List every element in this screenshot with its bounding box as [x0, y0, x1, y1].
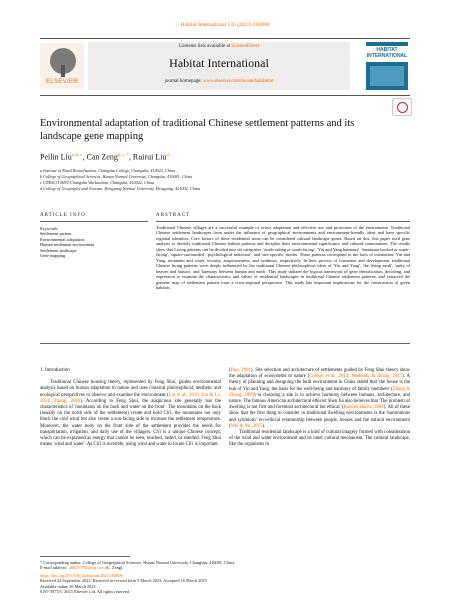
homepage-link[interactable]: www.elsevier.com/locate/habitatint: [203, 79, 274, 84]
copyright: 0197-3975/© 2023 Elsevier Ltd. All rights reserved.: [40, 589, 130, 595]
journal-cover[interactable]: [366, 42, 408, 90]
footnotes: [40, 560, 410, 594]
paragraph: (Han, 2001). Site selection and architecture of settlements guided by Feng Shui theory show the adaptation of ecosystems to nature (Cellker et al., 2014; Madeddu & Zhang, 2017). A theory of planning and designing the built environment in China stated that 'the house is the hub of Yin and Yang, the basis for the well-being and harmony of family members' (Zhang & Zhang, 2009) to choosing a site is to achieve harmony between humans, architecture, and nature. The famous American architectural ethicist Shen Jia also believes that 'The problem of dwelling is not first and foremost architectural but ethical' (Karsten Harris, 2001). All of these show that the first thing to consider in traditional dwelling environments is the 'harmonious and symbiotic' eco-ethical relationship between people, houses and the natural environment (Wei & Xu, 2015).: [229, 368, 411, 429]
sciencedirect-link[interactable]: ScienceDirect: [231, 44, 260, 49]
email-link[interactable]: 286197762@qq.com: [68, 565, 105, 571]
author-name[interactable]: Ruirui Liu: [132, 152, 167, 162]
doi-link[interactable]: https://doi.org/10.1016/j.habitatint.2023.102806: [40, 572, 123, 578]
author-name[interactable]: Peilin Liu: [40, 152, 72, 162]
abstract-bottom-rule: [40, 343, 410, 344]
citation-link[interactable]: Cellker et al., 2014; Madeddu & Zhang, 2017: [309, 374, 403, 380]
author-affiliation-marks[interactable]: d: [166, 152, 169, 157]
affiliation: b College of Geographical Sciences, Hunan Normal University, Changsha, 410081, China: [40, 174, 192, 179]
corresponding-author-note: * Corresponding author. College of Geographical Sciences, Hunan Normal University, Changsha, 410081, China.: [40, 560, 236, 565]
received-dates: Received 22 September 2022; Received in revised form 9 March 2023; Accepted 16 March 2023: [40, 578, 207, 584]
cover-image: [370, 66, 404, 86]
author-affiliation-marks[interactable]: b, c, *: [117, 152, 129, 157]
footnote-rule: [40, 556, 130, 557]
citation-link[interactable]: Liu et al., 2019; Liu & Lv, 2011; Zhang, 2016: [40, 392, 221, 404]
check-updates-icon: [397, 102, 408, 113]
citation-link[interactable]: Han, 2001: [230, 368, 251, 373]
author-affiliation-marks[interactable]: a, b, c: [71, 152, 83, 157]
journal-reference[interactable]: Habitat International 135 (2023) 102806: [180, 22, 270, 28]
abstract-text: Traditional Chinese villages are a successful example of active adaptation and effective use and protection of the environment. Traditional Chinese settlement landscapes form under the influence of geographical environments and environment-friendly ideas and have specific regional identities. Core factors of these residential areas can be considered cultural landscape genes. Based on this, this paper used gene analysis to identify traditional Chinese habitat patterns and decipher their environmental significance and cultural connotations. The results show that Living patterns can be divided into six categories: 'north-sitting or south-facing', 'Yin and Yang harmony', 'mountain-backed or water-facing', 'square-surrounded', 'psychological induction', and 'site-specific' modes. These patterns correspond to the laws of orientation: Yin and Yang, mountain and water, security, auspiciousness, and synthesis, respectively. In their process of formation and development, traditional Chinese living patterns were deeply influenced by the traditional Chinese philosophical ideas of 'Yin and Yang', 'the living earth', 'unity of heaven and human', and 'harmony between human and earth'. This study utilized the logical framework of gene identification, decoding, and expression to examine the characteristics and values of residential landscapes in traditional Chinese settlement patterns, and extracted the genome map of settlement pattern from a cross-regional perspective. This study has important implications for the construction of green habitats.: [156, 225, 410, 290]
abstract-rule: [156, 221, 410, 222]
tree-trunk-icon: [61, 65, 65, 77]
keyword: Environmental adaptation: [40, 236, 85, 242]
author-name[interactable]: Can Zeng: [86, 152, 118, 162]
section-heading: 1. Introduction: [40, 368, 70, 373]
article-info-heading: ARTICLE INFO: [40, 213, 86, 218]
article-info-rule: [40, 221, 148, 222]
paragraph: Traditional residential landscape is a kind of cultural imagery formed with consideration of the wind and water environment and its inner cultural mechanism. The cultural landscape, like the organisms in: [229, 430, 410, 448]
keyword: Settlement pattern: [40, 231, 72, 237]
citation-link[interactable]: Zhang & Zhang, 2009: [229, 386, 411, 398]
available-online: Available online 26 March 2023: [40, 583, 96, 589]
article-title: Environmental adaptation of traditional Chinese settlement patterns and its landscape gene mapping: [40, 118, 355, 142]
keyword: Settlement landscape: [40, 247, 77, 253]
keyword: Gene mapping: [40, 253, 66, 259]
journal-header: [40, 38, 410, 96]
left-column: [40, 368, 221, 448]
check-for-updates-button[interactable]: [392, 98, 412, 116]
elsevier-logo[interactable]: [40, 43, 84, 89]
homepage-line: journal homepage: www.elsevier.com/locate/habitatint: [164, 79, 274, 84]
right-column: [229, 368, 410, 449]
affiliation: d College of Geography and Tourism, Hengyang Normal University, Hengyang, 421002, China: [40, 186, 201, 191]
affiliation: c UNESCO HIST Changsha Workstation, Changsha, 410022, China: [40, 180, 155, 185]
abstract-heading: ABSTRACT: [156, 213, 191, 218]
journal-masthead: [88, 42, 350, 90]
cover-title: HABITAT INTERNATIONAL: [366, 47, 408, 59]
keywords-block: [40, 226, 130, 258]
contents-line: Contents lists available at ScienceDirect: [178, 44, 260, 49]
keywords-label: Keywords:: [40, 226, 59, 231]
citation-link[interactable]: Wei & Xu, 2015: [230, 423, 263, 429]
publisher-name: ELSEVIER: [46, 79, 78, 85]
affiliation: a Institute of Rural Revitalization, Changsha College, Changsha, 410022, China: [40, 168, 176, 173]
citation-link[interactable]: Karsten Harris, 2001: [343, 405, 384, 411]
paragraph: Traditional Chinese housing theory, represented by Feng Shui, guides environmental analysis based on human adaptation to nature and uses classical philosophical, aesthetic and ecological perspectives to observe and examine the environment (Liu et al., 2019; Liu & Lv, 2011; Zhang, 2016). According to Feng Shui, the auspicious site generally has the characteristics of 'mountains on the back and water on the front'. The mountains on the back (usually on the north side of the settlement) create and hold Ch'i; the mountains not only block the cold wind but also create a sun-facing side to increase the settlement temperature. Moreover, the water body on the front side of the settlement provides the needs for transportation, irrigation, and daily use of the villagers. Ch'i is a unique Chinese concept, which can be explained as energy that cannot be seen, touched, tasted, or smelled. Feng Shui means 'wind and water'. As Ch'i is invisible, using wind and water to locate Ch'i is important: [40, 380, 221, 448]
email-line: E-mail address: 286197762@qq.com (C. Zeng).: [40, 565, 124, 571]
author-list: Peilin Liu$^{a, b, c}$, Can Zeng$^{b, c, *}$, Ruirui Liu$^d$: [40, 152, 169, 162]
keyword: Human settlement environment: [40, 242, 95, 248]
journal-title: Habitat International: [169, 56, 269, 70]
